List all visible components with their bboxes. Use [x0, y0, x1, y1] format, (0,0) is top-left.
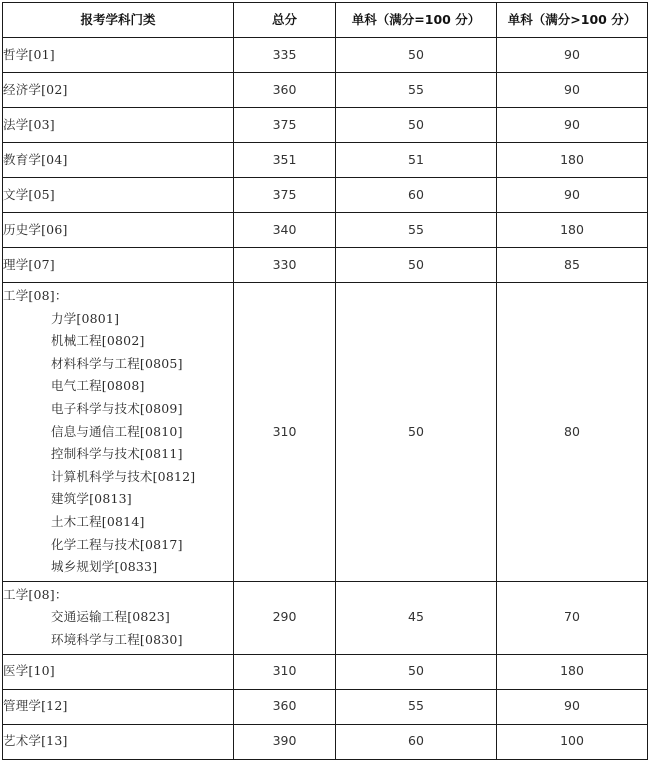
sub-discipline: 材料科学与工程[0805]	[51, 355, 183, 371]
single-over-100-score: 70	[497, 581, 648, 654]
header-total: 总分	[234, 3, 336, 38]
discipline-name: 经济学[02]	[3, 73, 234, 108]
table-row	[3, 143, 648, 178]
discipline-group-cell	[3, 581, 234, 654]
single-over-100-score: 90	[497, 689, 648, 724]
table-row	[3, 724, 648, 759]
table-row	[3, 178, 648, 213]
single-over-100-score: 180	[497, 654, 648, 689]
discipline-name: 医学[10]	[3, 654, 234, 689]
sub-discipline: 电子科学与技术[0809]	[51, 400, 183, 416]
discipline-name: 哲学[01]	[3, 38, 234, 73]
sub-discipline: 信息与通信工程[0810]	[51, 423, 183, 439]
single-100-score: 55	[336, 213, 497, 248]
total-score: 290	[234, 581, 336, 654]
table-row	[3, 108, 648, 143]
single-over-100-score: 80	[497, 283, 648, 582]
single-100-score: 55	[336, 689, 497, 724]
single-over-100-score: 90	[497, 108, 648, 143]
header-row	[3, 3, 648, 38]
table-row-engineering-group-a	[3, 283, 648, 582]
table-row	[3, 73, 648, 108]
single-100-score: 50	[336, 248, 497, 283]
header-discipline: 报考学科门类	[3, 3, 234, 38]
single-over-100-score: 100	[497, 724, 648, 759]
single-over-100-score: 90	[497, 38, 648, 73]
total-score: 375	[234, 178, 336, 213]
sub-discipline: 城乡规划学[0833]	[51, 559, 158, 575]
single-100-score: 50	[336, 108, 497, 143]
single-100-score: 51	[336, 143, 497, 178]
single-100-score: 50	[336, 654, 497, 689]
total-score: 360	[234, 73, 336, 108]
single-over-100-score: 90	[497, 73, 648, 108]
table-row-engineering-group-b	[3, 581, 648, 654]
discipline-name: 艺术学[13]	[3, 724, 234, 759]
score-line-table	[2, 2, 648, 760]
sub-discipline: 土木工程[0814]	[51, 513, 145, 529]
sub-discipline: 化学工程与技术[0817]	[51, 536, 183, 552]
table-row	[3, 654, 648, 689]
total-score: 351	[234, 143, 336, 178]
discipline-name: 管理学[12]	[3, 689, 234, 724]
sub-discipline: 机械工程[0802]	[51, 333, 145, 349]
total-score: 310	[234, 283, 336, 582]
sub-discipline: 环境科学与工程[0830]	[51, 631, 183, 647]
discipline-name: 教育学[04]	[3, 143, 234, 178]
total-score: 390	[234, 724, 336, 759]
total-score: 360	[234, 689, 336, 724]
sub-discipline: 电气工程[0808]	[51, 378, 145, 394]
total-score: 330	[234, 248, 336, 283]
total-score: 335	[234, 38, 336, 73]
group-title: 工学[08]：	[3, 586, 68, 602]
single-over-100-score: 90	[497, 178, 648, 213]
total-score: 375	[234, 108, 336, 143]
table-row	[3, 213, 648, 248]
single-over-100-score: 180	[497, 213, 648, 248]
single-100-score: 55	[336, 73, 497, 108]
total-score: 340	[234, 213, 336, 248]
single-100-score: 45	[336, 581, 497, 654]
single-100-score: 60	[336, 178, 497, 213]
table-row	[3, 248, 648, 283]
single-over-100-score: 85	[497, 248, 648, 283]
sub-discipline: 控制科学与技术[0811]	[51, 446, 183, 462]
group-title: 工学[08]：	[3, 288, 68, 303]
header-single-over-100: 单科（满分>100 分）	[497, 3, 648, 38]
discipline-name: 理学[07]	[3, 248, 234, 283]
discipline-name: 历史学[06]	[3, 213, 234, 248]
discipline-name: 文学[05]	[3, 178, 234, 213]
total-score: 310	[234, 654, 336, 689]
table-row	[3, 38, 648, 73]
single-100-score: 60	[336, 724, 497, 759]
sub-discipline: 建筑学[0813]	[51, 491, 132, 507]
discipline-group-cell	[3, 283, 234, 582]
sub-discipline: 计算机科学与技术[0812]	[51, 468, 196, 484]
sub-discipline: 力学[0801]	[51, 310, 120, 326]
sub-discipline: 交通运输工程[0823]	[51, 609, 170, 625]
single-100-score: 50	[336, 38, 497, 73]
single-over-100-score: 180	[497, 143, 648, 178]
discipline-name: 法学[03]	[3, 108, 234, 143]
table-row	[3, 689, 648, 724]
header-single-100: 单科（满分=100 分）	[336, 3, 497, 38]
single-100-score: 50	[336, 283, 497, 582]
